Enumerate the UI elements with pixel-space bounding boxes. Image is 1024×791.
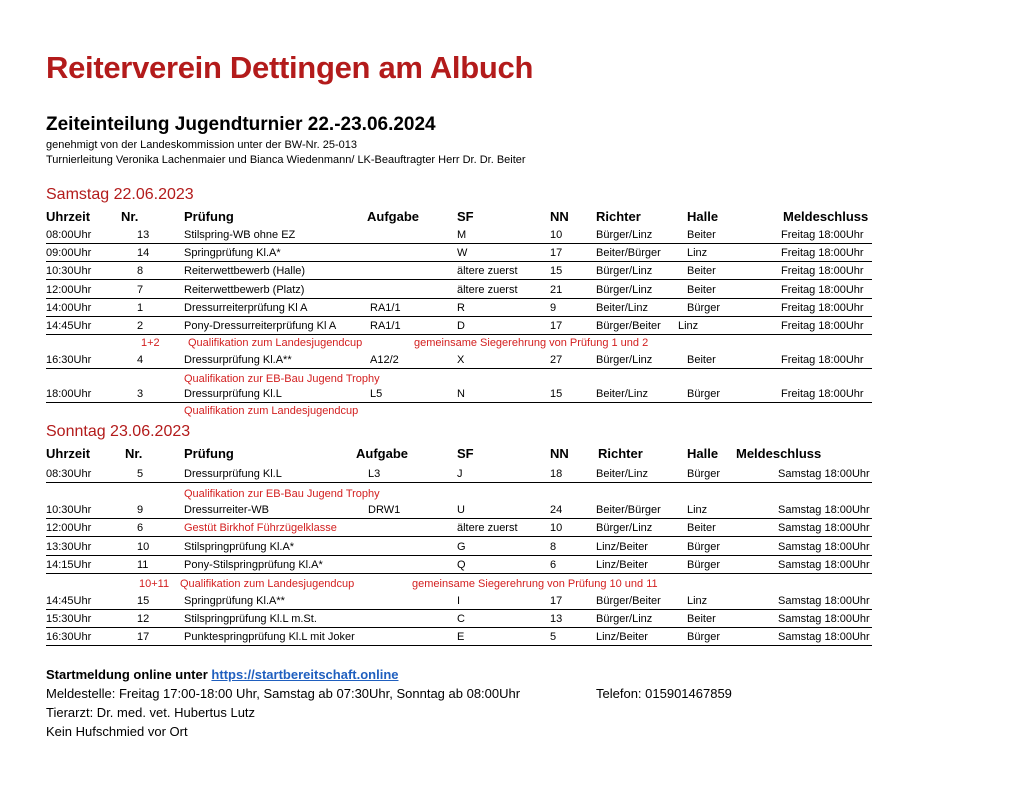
cell-meldeschluss: Samstag 18:00Uhr [778,522,870,534]
day1-trophy-note: Qualifikation zur EB-Bau Jugend Trophy [184,373,380,385]
cell-uhrzeit: 09:00Uhr [46,247,92,259]
day1-note-nr: 1+2 [141,337,160,349]
cell-sf: ältere zuerst [457,284,518,296]
cell-nr: 5 [137,468,144,480]
cell-halle: Bürger [687,559,721,571]
cell-meldeschluss: Freitag 18:00Uhr [781,302,864,314]
day2-note-nr: 10+11 [139,578,170,590]
cell-aufgabe: A12/2 [370,354,399,366]
cell-sf: Q [457,559,466,571]
row-divider [46,261,872,262]
cell-halle: Beiter [687,284,716,296]
cell-richter: Bürger/Linz [596,265,653,277]
cell-sf: I [457,595,461,607]
row-divider [46,645,872,646]
cell-nn: 17 [550,320,563,332]
cell-nr: 9 [137,504,144,516]
cell-richter: Linz/Beiter [596,541,648,553]
cell-uhrzeit: 16:30Uhr [46,354,92,366]
cell-pruefung: Stilspringprüfung Kl.L m.St. [184,613,317,625]
cell-sf: ältere zuerst [457,265,518,277]
cell-nr: 17 [137,631,150,643]
header-richter: Richter [596,209,641,224]
cell-nn: 24 [550,504,563,516]
cell-richter: Beiter/Linz [596,388,648,400]
cell-meldeschluss: Samstag 18:00Uhr [778,595,870,607]
cell-nn: 21 [550,284,563,296]
cell-richter: Bürger/Linz [596,613,653,625]
cell-nn: 8 [550,541,557,553]
cell-meldeschluss: Freitag 18:00Uhr [781,388,864,400]
cell-pruefung: Reiterwettbewerb (Halle) [184,265,306,277]
cell-sf: ältere zuerst [457,522,518,534]
cell-halle: Beiter [687,613,716,625]
cell-nn: 10 [550,522,563,534]
cell-meldeschluss: Samstag 18:00Uhr [778,504,870,516]
cell-halle: Linz [687,247,708,259]
cell-nr: 7 [137,284,144,296]
approval-note: genehmigt von der Landeskommission unter der BW-Nr. 25-013 [46,139,358,151]
cell-meldeschluss: Samstag 18:00Uhr [778,631,870,643]
day2-label: Sonntag 23.06.2023 [46,423,191,440]
cell-pruefung: Springprüfung Kl.A* [184,247,281,259]
cell-pruefung: Dressurprüfung Kl.L [184,468,282,480]
cell-halle: Bürger [687,468,721,480]
header-sf: SF [457,446,474,461]
online-registration [46,667,399,682]
cell-nn: 5 [550,631,557,643]
row-divider [46,368,872,369]
cell-aufgabe: RA1/1 [370,302,401,314]
cell-nr: 2 [137,320,144,332]
row-divider [46,482,872,483]
cell-nr: 4 [137,354,144,366]
cell-uhrzeit: 08:00Uhr [46,229,92,241]
cell-uhrzeit: 13:30Uhr [46,541,92,553]
row-divider [46,518,872,519]
page-subtitle: Zeiteinteilung Jugendturnier 22.-23.06.2024 [46,114,436,135]
online-link[interactable]: https://startbereitschaft.online [211,667,399,682]
cell-sf: C [457,613,465,625]
cell-meldeschluss: Freitag 18:00Uhr [781,284,864,296]
row-divider [46,298,872,299]
cell-nr: 11 [137,559,149,571]
cell-aufgabe: L3 [368,468,381,480]
cell-nn: 6 [550,559,557,571]
cell-aufgabe: DRW1 [368,504,401,516]
cell-nn: 18 [550,468,563,480]
header-meldeschluss: Meldeschluss [783,209,869,224]
cell-uhrzeit: 14:00Uhr [46,302,92,314]
cell-halle: Beiter [687,522,716,534]
cell-halle: Beiter [687,265,716,277]
online-label: Startmeldung online unter [46,667,208,682]
header-sf: SF [457,209,474,224]
cell-nn: 15 [550,265,563,277]
cell-pruefung: Punktespringprüfung Kl.L mit Joker [184,631,355,643]
header-uhrzeit: Uhrzeit [46,446,91,461]
cell-meldeschluss: Freitag 18:00Uhr [781,354,864,366]
cell-sf: G [457,541,466,553]
cell-richter: Beiter/Linz [596,302,648,314]
cell-meldeschluss: Freitag 18:00Uhr [781,247,864,259]
cell-pruefung: Springprüfung Kl.A** [184,595,285,607]
cell-halle: Beiter [687,229,716,241]
header-aufgabe: Aufgabe [356,446,408,461]
cell-richter: Bürger/Beiter [596,595,661,607]
telefon: Telefon: 015901467859 [596,686,732,701]
cell-uhrzeit: 14:45Uhr [46,320,92,332]
cell-nn: 9 [550,302,557,314]
cell-uhrzeit: 10:30Uhr [46,265,92,277]
header-halle: Halle [687,446,719,461]
tierarzt: Tierarzt: Dr. med. vet. Hubertus Lutz [46,705,256,720]
cell-nr: 15 [137,595,150,607]
row-divider [46,627,872,628]
day2-trophy-note: Qualifikation zur EB-Bau Jugend Trophy [184,488,380,500]
row-divider [46,316,872,317]
cell-meldeschluss: Freitag 18:00Uhr [781,265,864,277]
cell-meldeschluss: Samstag 18:00Uhr [778,559,870,571]
row-divider [46,279,872,280]
cell-sf: J [457,468,463,480]
day1-label: Samstag 22.06.2023 [46,186,194,203]
day2-ceremony-note: gemeinsame Siegerehrung von Prüfung 10 und 11 [412,578,658,590]
cell-meldeschluss: Samstag 18:00Uhr [778,541,870,553]
row-divider [46,573,872,574]
cell-richter: Linz/Beiter [596,631,648,643]
cell-pruefung: Dressurreiterprüfung Kl A [184,302,308,314]
row-divider [46,555,872,556]
cell-meldeschluss: Samstag 18:00Uhr [778,613,870,625]
cell-meldeschluss: Samstag 18:00Uhr [778,468,870,480]
cell-pruefung: Stilspringprüfung Kl.A* [184,541,295,553]
cell-uhrzeit: 15:30Uhr [46,613,92,625]
header-uhrzeit: Uhrzeit [46,209,91,224]
cell-richter: Linz/Beiter [596,559,648,571]
day1-qualification-note: Qualifikation zum Landesjugendcup [188,337,363,349]
cell-nn: 13 [550,613,563,625]
cell-halle: Bürger [687,302,721,314]
day1-cup-note: Qualifikation zum Landesjugendcup [184,405,359,417]
cell-pruefung: Dressurprüfung Kl.L [184,388,282,400]
cell-sf: W [457,247,468,259]
cell-halle: Linz [678,320,699,332]
cell-richter: Beiter/Bürger [596,247,661,259]
cell-halle: Linz [687,504,708,516]
cell-halle: Beiter [687,354,716,366]
cell-nn: 10 [550,229,563,241]
day1-ceremony-note: gemeinsame Siegerehrung von Prüfung 1 und 2 [414,337,649,349]
page-title: Reiterverein Dettingen am Albuch [46,50,534,85]
cell-pruefung: Stilspring-WB ohne EZ [184,229,296,241]
cell-pruefung: Gestüt Birkhof Führzügelklasse [184,522,337,534]
cell-pruefung: Pony-Dressurreiterprüfung Kl A [184,320,337,332]
cell-nr: 1 [137,302,144,314]
header-nn: NN [550,209,569,224]
cell-uhrzeit: 10:30Uhr [46,504,92,516]
row-divider [46,536,872,537]
row-divider [46,402,872,403]
cell-uhrzeit: 08:30Uhr [46,468,92,480]
cell-sf: R [457,302,465,314]
cell-richter: Beiter/Bürger [596,504,661,516]
header-nr: Nr. [121,209,139,224]
hufschmied: Kein Hufschmied vor Ort [46,724,188,739]
header-meldeschluss: Meldeschluss [736,446,822,461]
cell-sf: E [457,631,465,643]
header-aufgabe: Aufgabe [367,209,419,224]
cell-pruefung: Dressurprüfung Kl.A** [184,354,292,366]
cell-nr: 8 [137,265,144,277]
cell-sf: N [457,388,465,400]
cell-uhrzeit: 14:45Uhr [46,595,92,607]
cell-nr: 3 [137,388,144,400]
cell-nn: 27 [550,354,563,366]
header-pruefung: Prüfung [184,209,234,224]
cell-richter: Bürger/Linz [596,522,653,534]
cell-sf: M [457,229,467,241]
cell-nr: 13 [137,229,150,241]
header-nn: NN [550,446,569,461]
cell-uhrzeit: 16:30Uhr [46,631,92,643]
day2-qualification-note: Qualifikation zum Landesjugendcup [180,578,355,590]
meldestelle: Meldestelle: Freitag 17:00-18:00 Uhr, Samstag ab 07:30Uhr, Sonntag ab 08:00Uhr [46,686,521,701]
cell-pruefung: Reiterwettbewerb (Platz) [184,284,305,296]
cell-sf: X [457,354,465,366]
cell-pruefung: Dressurreiter-WB [184,504,269,516]
cell-uhrzeit: 12:00Uhr [46,522,92,534]
cell-nn: 17 [550,247,563,259]
cell-richter: Bürger/Linz [596,229,653,241]
cell-aufgabe: L5 [370,388,383,400]
cell-nr: 10 [137,541,150,553]
row-divider [46,243,872,244]
cell-nr: 12 [137,613,150,625]
management-note: Turnierleitung Veronika Lachenmaier und Bianca Wiedenmann/ LK-Beauftragter Herr Dr. Dr. Beiter [46,154,526,166]
header-pruefung: Prüfung [184,446,234,461]
cell-halle: Bürger [687,541,721,553]
cell-meldeschluss: Freitag 18:00Uhr [781,320,864,332]
header-nr: Nr. [125,446,143,461]
cell-nn: 17 [550,595,563,607]
row-divider [46,609,872,610]
cell-halle: Bürger [687,388,721,400]
header-richter: Richter [598,446,643,461]
cell-meldeschluss: Freitag 18:00Uhr [781,229,864,241]
header-halle: Halle [687,209,719,224]
cell-uhrzeit: 18:00Uhr [46,388,92,400]
cell-nn: 15 [550,388,563,400]
cell-sf: D [457,320,465,332]
cell-pruefung: Pony-Stilspringprüfung Kl.A* [184,559,323,571]
cell-richter: Bürger/Beiter [596,320,661,332]
row-divider [46,334,872,335]
cell-sf: U [457,504,465,516]
cell-uhrzeit: 12:00Uhr [46,284,92,296]
cell-richter: Beiter/Linz [596,468,648,480]
cell-nr: 6 [137,522,144,534]
cell-uhrzeit: 14:15Uhr [46,559,92,571]
cell-halle: Bürger [687,631,721,643]
cell-halle: Linz [687,595,708,607]
cell-nr: 14 [137,247,150,259]
cell-aufgabe: RA1/1 [370,320,401,332]
cell-richter: Bürger/Linz [596,354,653,366]
cell-richter: Bürger/Linz [596,284,653,296]
